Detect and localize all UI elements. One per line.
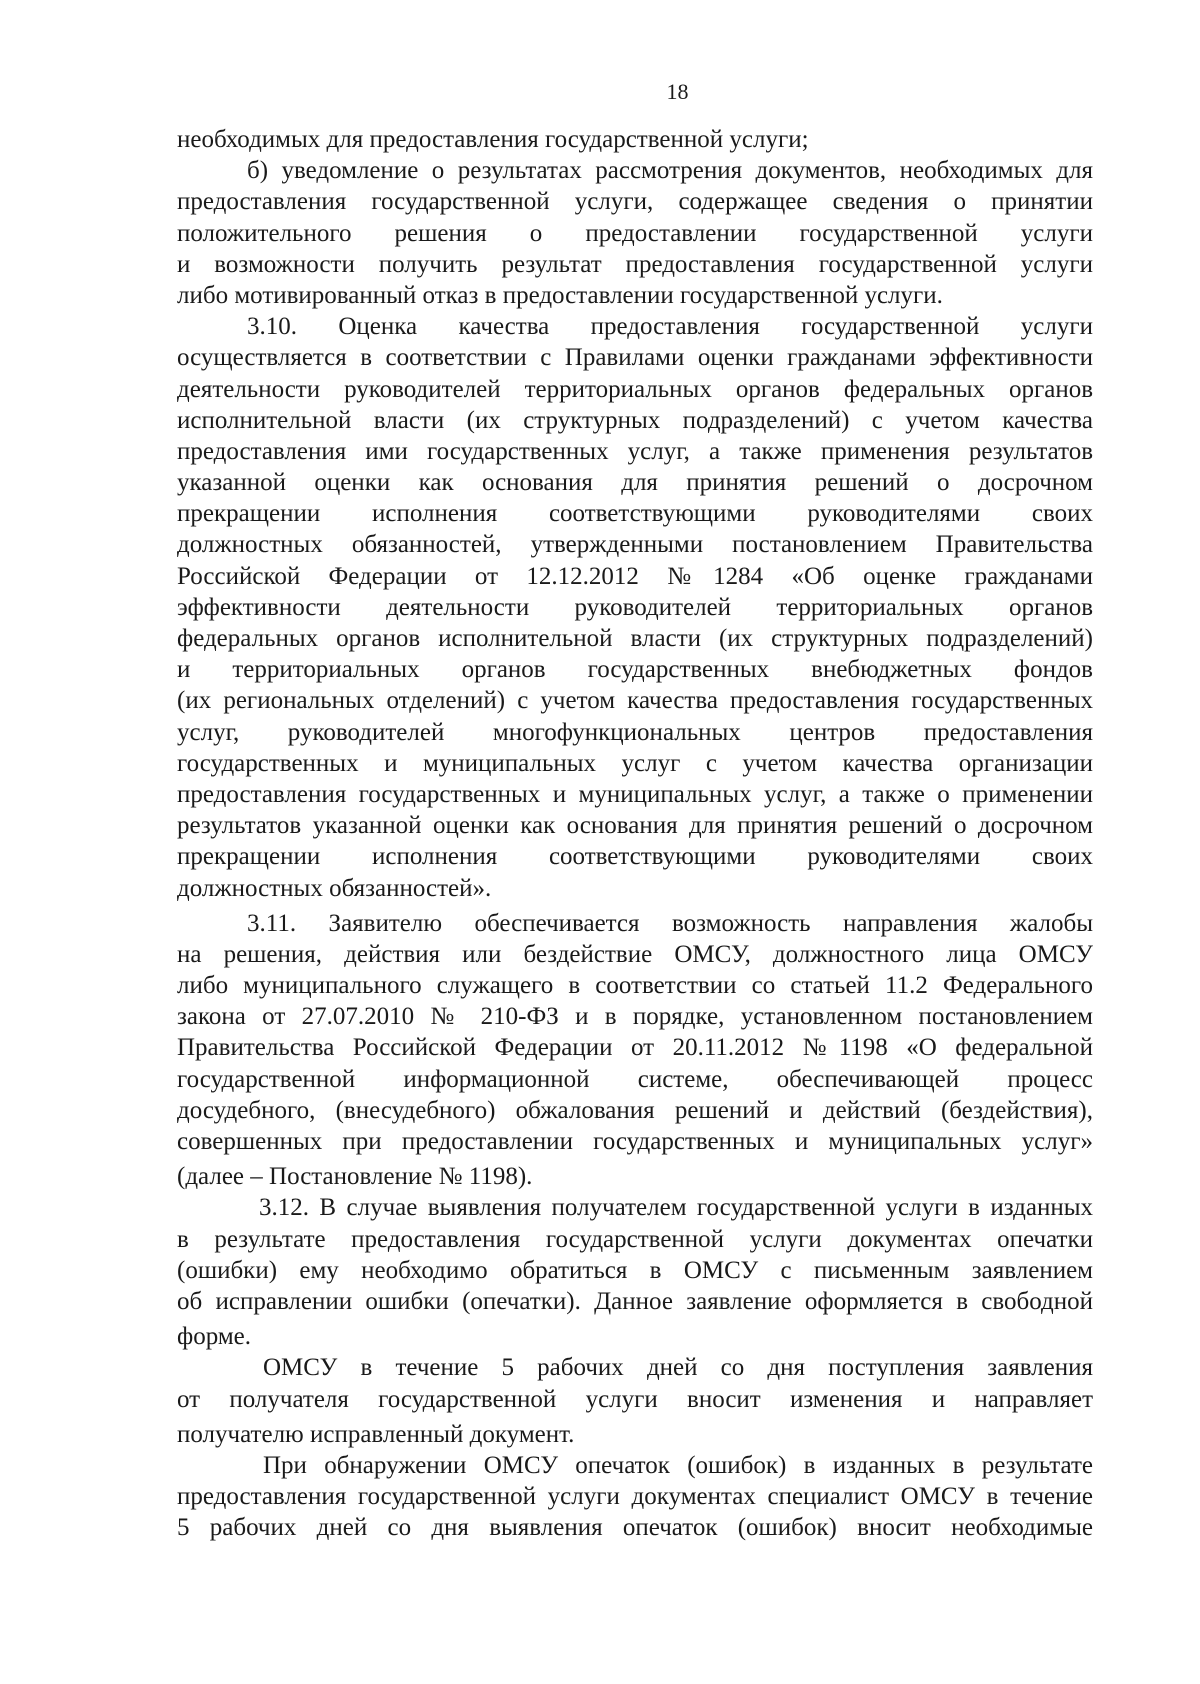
- text-line: об исправлении ошибки (опечатки). Данное заявление оформляется в свободной: [177, 1287, 1093, 1315]
- text-line: должностных обязанностей».: [177, 874, 492, 902]
- text-line: (далее – Постановление № 1198).: [177, 1163, 533, 1191]
- text-line: услуг, руководителей многофункциональных центров предоставления: [177, 718, 1093, 746]
- text-line: должностных обязанностей, утвержденными постановлением Правительства: [177, 531, 1093, 559]
- text-line: указанной оценки как основания для принятия решений о досрочном: [177, 469, 1093, 497]
- text-line: на решения, действия или бездействие ОМСУ, должностного лица ОМСУ: [177, 940, 1093, 968]
- text-line: федеральных органов исполнительной власти (их структурных подразделений): [177, 625, 1093, 652]
- text-line: Правительства Российской Федерации от 20.11.2012 №1198 «О федеральной: [177, 1034, 1093, 1062]
- text-line: либо муниципального служащего в соответствии со статьей 11.2 Федерального: [177, 972, 1093, 1000]
- text-line: эффективности деятельности руководителей территориальных органов: [177, 593, 1093, 621]
- text-line: прекращении исполнения соответствующими руководителями своих: [177, 843, 1093, 871]
- text-line: получателю исправленный документ.: [177, 1420, 575, 1448]
- text-line: предоставления государственных и муниципальных услуг, а также о применении: [177, 780, 1093, 808]
- text-line: государственных и муниципальных услуг с учетом качества организации: [177, 749, 1093, 777]
- text-line: 3.11. Заявителю обеспечивается возможность направления жалобы: [247, 909, 1093, 937]
- text-line: 5 рабочих дней со дня выявления опечаток (ошибок) вносит необходимые: [177, 1514, 1093, 1542]
- text-line: прекращении исполнения соответствующими руководителями своих: [177, 500, 1093, 528]
- text-line: закона от 27.07.2010 № 210-ФЗ и в порядке, установленном постановлением: [177, 1003, 1093, 1031]
- text-line: осуществляется в соответствии с Правилами оценки гражданами эффективности: [177, 344, 1093, 372]
- text-line: положительного решения о предоставлении государственной услуги: [177, 219, 1093, 247]
- text-line: 3.10. Оценка качества предоставления государственной услуги: [247, 313, 1093, 341]
- text-line: (ошибки) ему необходимо обратиться в ОМСУ с письменным заявлением: [177, 1256, 1093, 1284]
- text-line: деятельности руководителей территориальных органов федеральных органов: [177, 375, 1093, 403]
- text-line: государственной информационной системе, обеспечивающей процесс: [177, 1065, 1093, 1093]
- text-line: необходимых для предоставления государственной услуги;: [177, 126, 809, 153]
- text-line: предоставления ими государственных услуг, а также применения результатов: [177, 437, 1093, 465]
- body-text: [177, 124, 1093, 1543]
- text-line: ОМСУ в течение 5 рабочих дней со дня поступления заявления: [263, 1354, 1093, 1382]
- text-line: (их региональных отделений) с учетом качества предоставления государственных: [177, 687, 1093, 715]
- text-line: в результате предоставления государственной услуги документах опечатки: [177, 1225, 1093, 1253]
- text-line: 3.12. В случае выявления получателем государственной услуги в изданных: [259, 1194, 1093, 1222]
- text-line: и возможности получить результат предоставления государственной услуги: [177, 250, 1093, 278]
- text-line: от получателя государственной услуги вносит изменения и направляет: [177, 1385, 1093, 1413]
- text-line: либо мотивированный отказ в предоставлении государственной услуги.: [177, 281, 943, 309]
- text-line: досудебного, (внесудебного) обжалования решений и действий (бездействия),: [177, 1096, 1093, 1124]
- text-line: предоставления государственной услуги документах специалист ОМСУ в течение: [177, 1483, 1093, 1511]
- text-line: форме.: [177, 1323, 251, 1351]
- text-line: Российской Федерации от 12.12.2012 №1284 «Об оценке гражданами: [177, 562, 1093, 590]
- page-number: 18: [666, 79, 689, 104]
- text-line: исполнительной власти (их структурных подразделений) с учетом качества: [177, 406, 1093, 434]
- text-line: и территориальных органов государственных внебюджетных фондов: [177, 656, 1093, 684]
- text-line: При обнаружении ОМСУ опечаток (ошибок) в изданных в результате: [263, 1451, 1093, 1479]
- text-line: предоставления государственной услуги, содержащее сведения о принятии: [177, 188, 1093, 216]
- text-line: совершенных при предоставлении государственных и муниципальных услуг»: [177, 1128, 1093, 1155]
- text-line: б) уведомление о результатах рассмотрения документов, необходимых для: [247, 157, 1093, 185]
- text-line: результатов указанной оценки как основания для принятия решений о досрочном: [177, 812, 1093, 840]
